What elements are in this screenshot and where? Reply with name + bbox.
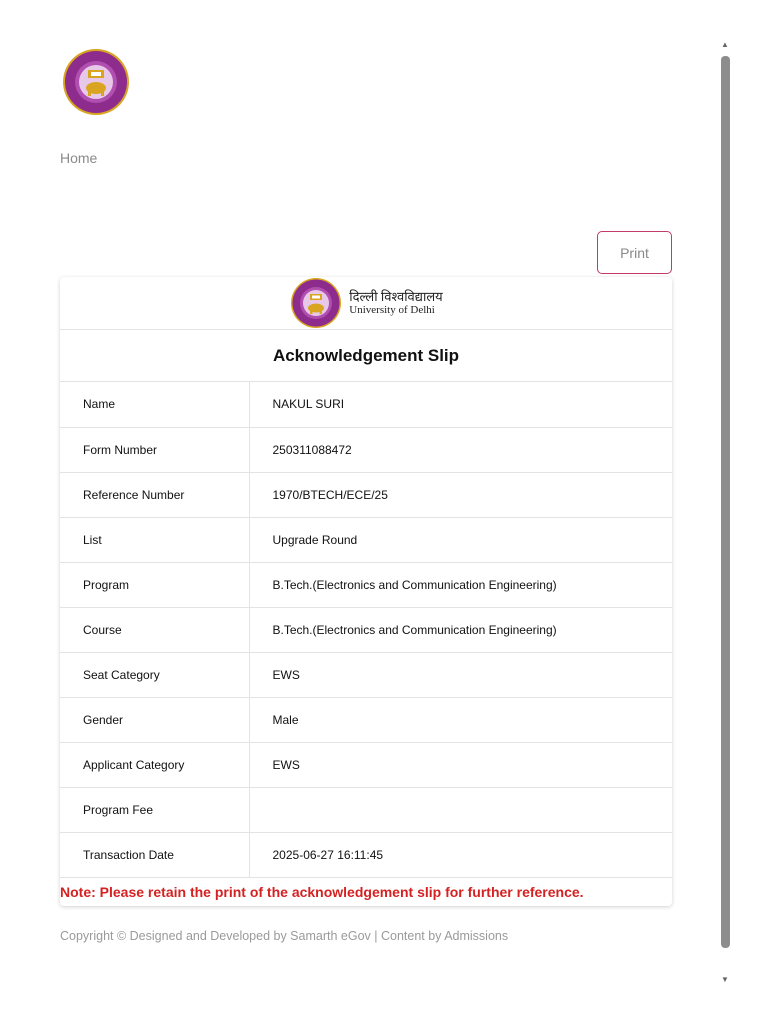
row-value: 2025-06-27 16:11:45 (249, 832, 672, 877)
row-value: 250311088472 (249, 427, 672, 472)
footer-copyright: Copyright © Designed and Developed by Samarth eGov | Content by Admissions (60, 929, 509, 943)
table-row (60, 652, 672, 697)
row-label: Seat Category (60, 652, 249, 697)
table-row (60, 382, 672, 427)
slip-title: Acknowledgement Slip (60, 330, 672, 382)
row-label: Applicant Category (60, 742, 249, 787)
table-row (60, 427, 672, 472)
print-button[interactable]: Print (597, 231, 672, 274)
university-name-hindi: दिल्ली विश्वविद्यालय (349, 288, 443, 304)
table-row (60, 472, 672, 517)
table-row (60, 832, 672, 877)
row-label: List (60, 517, 249, 562)
row-label: Program (60, 562, 249, 607)
row-label: Form Number (60, 427, 249, 472)
slip-details-table (60, 382, 672, 878)
table-row (60, 607, 672, 652)
table-row (60, 742, 672, 787)
row-label: Name (60, 382, 249, 427)
row-label: Course (60, 607, 249, 652)
scroll-up-arrow-icon[interactable]: ▲ (721, 40, 729, 49)
table-row (60, 562, 672, 607)
scrollbar-thumb[interactable] (721, 56, 730, 948)
scroll-down-arrow-icon[interactable]: ▼ (721, 975, 729, 984)
card-header (60, 277, 672, 330)
row-value: EWS (249, 742, 672, 787)
row-value: 1970/BTECH/ECE/25 (249, 472, 672, 517)
row-value: Upgrade Round (249, 517, 672, 562)
table-row (60, 697, 672, 742)
retain-slip-note: Note: Please retain the print of the acknowledgement slip for further reference. (60, 884, 584, 900)
acknowledgement-card (60, 277, 672, 906)
row-label: Transaction Date (60, 832, 249, 877)
row-value: B.Tech.(Electronics and Communication Engineering) (249, 607, 672, 652)
header-university-logo (289, 277, 343, 329)
row-value: NAKUL SURI (249, 382, 672, 427)
row-value: B.Tech.(Electronics and Communication Engineering) (249, 562, 672, 607)
row-value: EWS (249, 652, 672, 697)
university-name-english: University of Delhi (349, 304, 435, 317)
nav-home-link[interactable]: Home (60, 150, 98, 166)
row-label: Reference Number (60, 472, 249, 517)
row-value (249, 787, 672, 832)
table-row (60, 787, 672, 832)
table-row (60, 517, 672, 562)
university-logo (59, 48, 133, 116)
row-label: Program Fee (60, 787, 249, 832)
row-value: Male (249, 697, 672, 742)
row-label: Gender (60, 697, 249, 742)
